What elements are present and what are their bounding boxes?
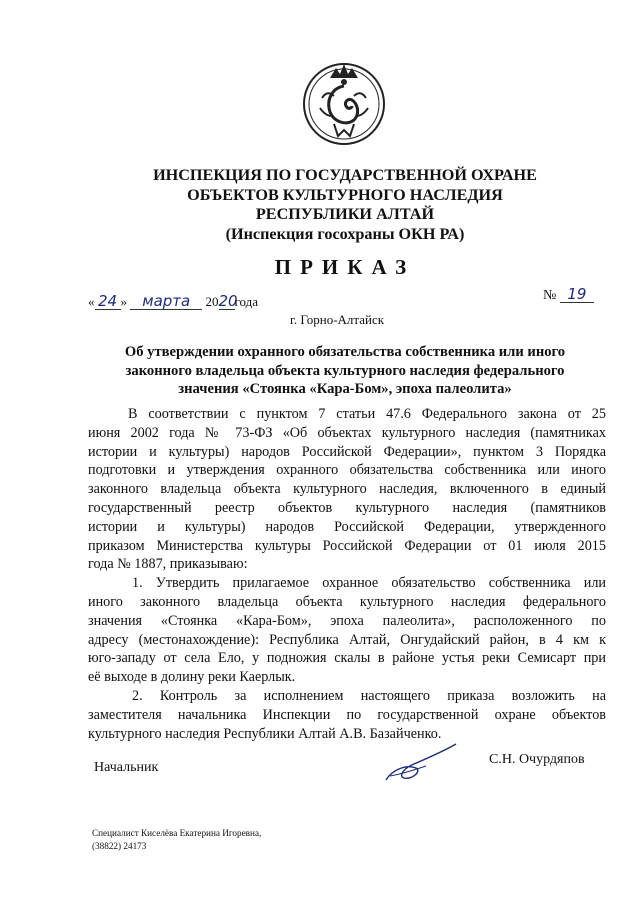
date-day: 24 <box>95 294 121 310</box>
order-subject-title <box>50 343 640 399</box>
header-line-3: РЕСПУБЛИКИ АЛТАЙ <box>255 205 435 223</box>
order-body <box>88 405 606 743</box>
republic-altai-emblem <box>300 58 388 148</box>
body-line: государственный реестр объектов культурного наследия (памятников <box>88 499 606 516</box>
body-line: законного владельца объекта культурного наследия, включенного в единый <box>88 481 606 498</box>
number-label: № <box>543 288 557 303</box>
title-line-2: законного владельца объекта культурного наследия федерального <box>125 362 565 379</box>
organization-header <box>40 166 640 244</box>
date-open-quote: « <box>88 294 95 309</box>
title-line-3: значения «Стоянка «Кара-Бом», эпоха палеолита» <box>178 381 512 397</box>
body-line: истории и культуры) народов Российской Федерации», пунктом 3 Порядка <box>88 443 606 460</box>
item-1-line: иного законного владельца объекта культурного наследия федерального <box>88 593 606 610</box>
signatory-position: Начальник <box>94 760 159 775</box>
body-line: В соответствии с пунктом 7 статьи 47.6 Федерального закона от 25 <box>128 406 606 422</box>
date-close-quote: » <box>120 294 127 309</box>
body-line: подготовки и утверждения охранного обязательства собственника или иного <box>88 462 606 479</box>
number-value: 19 <box>560 287 594 303</box>
title-line-1: Об утверждении охранного обязательства собственника или иного <box>124 344 566 360</box>
item-1-line: значения «Стоянка «Кара-Бом», эпоха палеолита», расположенного по <box>88 612 606 629</box>
handwritten-signature <box>382 740 472 788</box>
item-2-line: 2. Контроль за исполнением настоящего приказа возложить на <box>132 687 606 704</box>
date-year-suffix: 20 <box>218 292 238 310</box>
header-line-1: ИНСПЕКЦИЯ ПО ГОСУДАРСТВЕННОЙ ОХРАНЕ <box>153 166 537 184</box>
city: г. Горно-Алтайск <box>290 312 385 327</box>
item-1-line: её выходе в долину реки Каерлык. <box>88 669 296 686</box>
header-line-4: (Инспекция госохраны ОКН РА) <box>225 224 465 243</box>
body-line: июня 2002 года № 73-ФЗ «Об объектах культурного наследия (памятниках <box>88 424 606 441</box>
header-line-2: ОБЪЕКТОВ КУЛЬТУРНОГО НАСЛЕДИЯ <box>187 185 503 204</box>
item-2-line: культурного наследия Республики Алтай А.В. Базайченко. <box>88 725 442 742</box>
item-1-line: адресу (местонахождение): Республика Алтай, Онгудайский район, в 4 км к <box>88 631 606 648</box>
body-line: года № 1887, приказываю: <box>88 556 248 573</box>
item-1-line: юго-западу от села Ело, у подножия скалы в районе устья реки Семисарт при <box>88 650 606 667</box>
executor-name: Специалист Киселёва Екатерина Игоревна, <box>92 828 262 838</box>
body-line: истории и культуры) народов Российской Федерации, утвержденного <box>88 518 606 535</box>
signatory-name: С.Н. Очурдяпов <box>489 752 585 767</box>
order-number <box>543 287 594 304</box>
document-type-title: ПРИКАЗ <box>274 255 416 279</box>
executor-phone: (38822) 24173 <box>92 841 147 851</box>
item-1-line: 1. Утвердить прилагаемое охранное обязательство собственника или <box>132 575 606 592</box>
date-year-word: года <box>234 294 259 309</box>
executor-info <box>92 827 261 853</box>
body-line: приказом Министерства культуры Российской Федерации от 01 июля 2015 <box>88 537 606 554</box>
order-date <box>88 294 258 310</box>
date-month: марта <box>130 294 202 310</box>
date-year-prefix: 20 <box>205 294 219 309</box>
item-2-line: заместителя начальника Инспекции по государственной охране объектов <box>88 706 606 723</box>
